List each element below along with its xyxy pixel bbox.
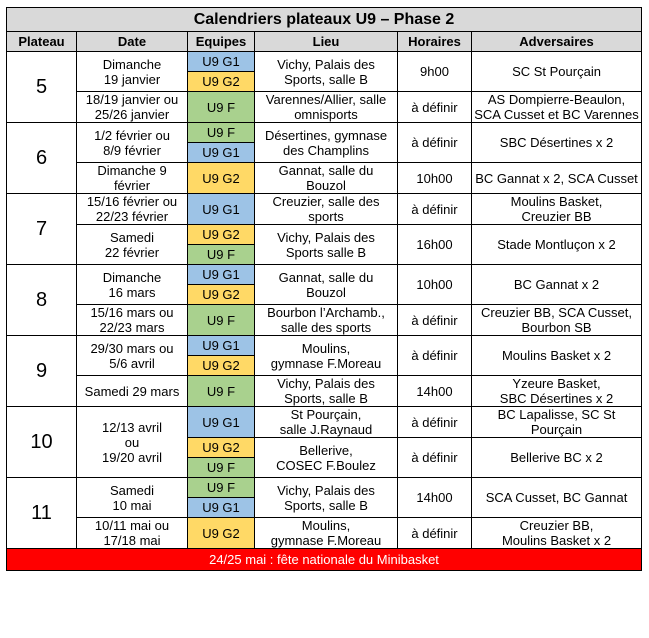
plateau-number: 11 [7, 478, 77, 549]
date-cell: 12/13 avril ou 19/20 avril [77, 407, 188, 478]
calendar-sheet [6, 7, 642, 571]
horaire-cell: à définir [398, 438, 472, 478]
lieu-cell: St Pourçain, salle J.Raynaud [255, 407, 398, 438]
header-date: Date [77, 32, 188, 52]
table-title: Calendriers plateaux U9 – Phase 2 [7, 8, 642, 32]
horaire-cell: à définir [398, 194, 472, 225]
team-badge: U9 G1 [188, 407, 255, 438]
date-cell: Dimanche 19 janvier [77, 52, 188, 92]
horaire-cell: 14h00 [398, 478, 472, 518]
lieu-cell: Bellerive, COSEC F.Boulez [255, 438, 398, 478]
table-row [7, 478, 642, 498]
horaire-cell: 10h00 [398, 265, 472, 305]
header-horaires: Horaires [398, 32, 472, 52]
adversaires-cell: Yzeure Basket, SBC Désertines x 2 [472, 376, 642, 407]
horaire-cell: à définir [398, 407, 472, 438]
adversaires-cell: AS Dompierre-Beaulon, SCA Cusset et BC Varennes [472, 92, 642, 123]
lieu-cell: Vichy, Palais des Sports salle B [255, 225, 398, 265]
plateau-number: 8 [7, 265, 77, 336]
date-cell: 29/30 mars ou 5/6 avril [77, 336, 188, 376]
adversaires-cell: SC St Pourçain [472, 52, 642, 92]
team-badge: U9 G1 [188, 52, 255, 72]
lieu-cell: Varennes/Allier, salle omnisports [255, 92, 398, 123]
plateau-number: 7 [7, 194, 77, 265]
date-cell: Samedi 22 février [77, 225, 188, 265]
team-badge: U9 F [188, 92, 255, 123]
adversaires-cell: Moulins Basket x 2 [472, 336, 642, 376]
adversaires-cell: BC Gannat x 2 [472, 265, 642, 305]
footer-row [7, 549, 642, 571]
team-badge: U9 G2 [188, 518, 255, 549]
lieu-cell: Moulins, gymnase F.Moreau [255, 518, 398, 549]
header-equipes: Equipes [188, 32, 255, 52]
horaire-cell: à définir [398, 92, 472, 123]
table-row [7, 225, 642, 245]
lieu-cell: Gannat, salle du Bouzol [255, 163, 398, 194]
team-badge: U9 G2 [188, 72, 255, 92]
date-cell: Dimanche 16 mars [77, 265, 188, 305]
team-badge: U9 G1 [188, 265, 255, 285]
horaire-cell: 10h00 [398, 163, 472, 194]
date-cell: Dimanche 9 février [77, 163, 188, 194]
team-badge: U9 F [188, 245, 255, 265]
header-row [7, 32, 642, 52]
date-cell: 15/16 février ou 22/23 février [77, 194, 188, 225]
plateau-number: 5 [7, 52, 77, 123]
adversaires-cell: Bellerive BC x 2 [472, 438, 642, 478]
team-badge: U9 G2 [188, 285, 255, 305]
lieu-cell: Moulins, gymnase F.Moreau [255, 336, 398, 376]
date-cell: 1/2 février ou 8/9 février [77, 123, 188, 163]
horaire-cell: à définir [398, 123, 472, 163]
plateaux-body [7, 52, 642, 571]
team-badge: U9 F [188, 376, 255, 407]
adversaires-cell: SCA Cusset, BC Gannat [472, 478, 642, 518]
plateau-number: 6 [7, 123, 77, 194]
table-row [7, 52, 642, 72]
team-badge: U9 F [188, 458, 255, 478]
team-badge: U9 G1 [188, 336, 255, 356]
lieu-cell: Creuzier, salle des sports [255, 194, 398, 225]
team-badge: U9 G1 [188, 143, 255, 163]
adversaires-cell: SBC Désertines x 2 [472, 123, 642, 163]
team-badge: U9 F [188, 305, 255, 336]
horaire-cell: 9h00 [398, 52, 472, 92]
lieu-cell: Vichy, Palais des Sports, salle B [255, 52, 398, 92]
table-row [7, 123, 642, 143]
date-cell: 18/19 janvier ou 25/26 janvier [77, 92, 188, 123]
team-badge: U9 F [188, 478, 255, 498]
date-cell: 15/16 mars ou 22/23 mars [77, 305, 188, 336]
team-badge: U9 G2 [188, 438, 255, 458]
horaire-cell: à définir [398, 336, 472, 376]
adversaires-cell: Creuzier BB, Moulins Basket x 2 [472, 518, 642, 549]
team-badge: U9 F [188, 123, 255, 143]
table-row [7, 336, 642, 356]
adversaires-cell: Creuzier BB, SCA Cusset, Bourbon SB [472, 305, 642, 336]
plateau-number: 10 [7, 407, 77, 478]
adversaires-cell: BC Lapalisse, SC St Pourçain [472, 407, 642, 438]
team-badge: U9 G2 [188, 356, 255, 376]
adversaires-cell: Stade Montluçon x 2 [472, 225, 642, 265]
horaire-cell: 14h00 [398, 376, 472, 407]
horaire-cell: à définir [398, 518, 472, 549]
header-plateau: Plateau [7, 32, 77, 52]
adversaires-cell: Moulins Basket, Creuzier BB [472, 194, 642, 225]
lieu-cell: Vichy, Palais des Sports, salle B [255, 376, 398, 407]
team-badge: U9 G1 [188, 194, 255, 225]
title-row [7, 8, 642, 32]
date-cell: Samedi 29 mars [77, 376, 188, 407]
lieu-cell: Désertines, gymnase des Champlins [255, 123, 398, 163]
horaire-cell: 16h00 [398, 225, 472, 265]
lieu-cell: Bourbon l’Archamb., salle des sports [255, 305, 398, 336]
header-adversaires: Adversaires [472, 32, 642, 52]
team-badge: U9 G1 [188, 498, 255, 518]
date-cell: 10/11 mai ou 17/18 mai [77, 518, 188, 549]
adversaires-cell: BC Gannat x 2, SCA Cusset [472, 163, 642, 194]
header-lieu: Lieu [255, 32, 398, 52]
lieu-cell: Gannat, salle du Bouzol [255, 265, 398, 305]
horaire-cell: à définir [398, 305, 472, 336]
lieu-cell: Vichy, Palais des Sports, salle B [255, 478, 398, 518]
table-row [7, 265, 642, 285]
footer-banner: 24/25 mai : fête nationale du Minibasket [7, 549, 642, 571]
team-badge: U9 G2 [188, 225, 255, 245]
date-cell: Samedi 10 mai [77, 478, 188, 518]
calendar-table [6, 7, 642, 571]
plateau-number: 9 [7, 336, 77, 407]
team-badge: U9 G2 [188, 163, 255, 194]
